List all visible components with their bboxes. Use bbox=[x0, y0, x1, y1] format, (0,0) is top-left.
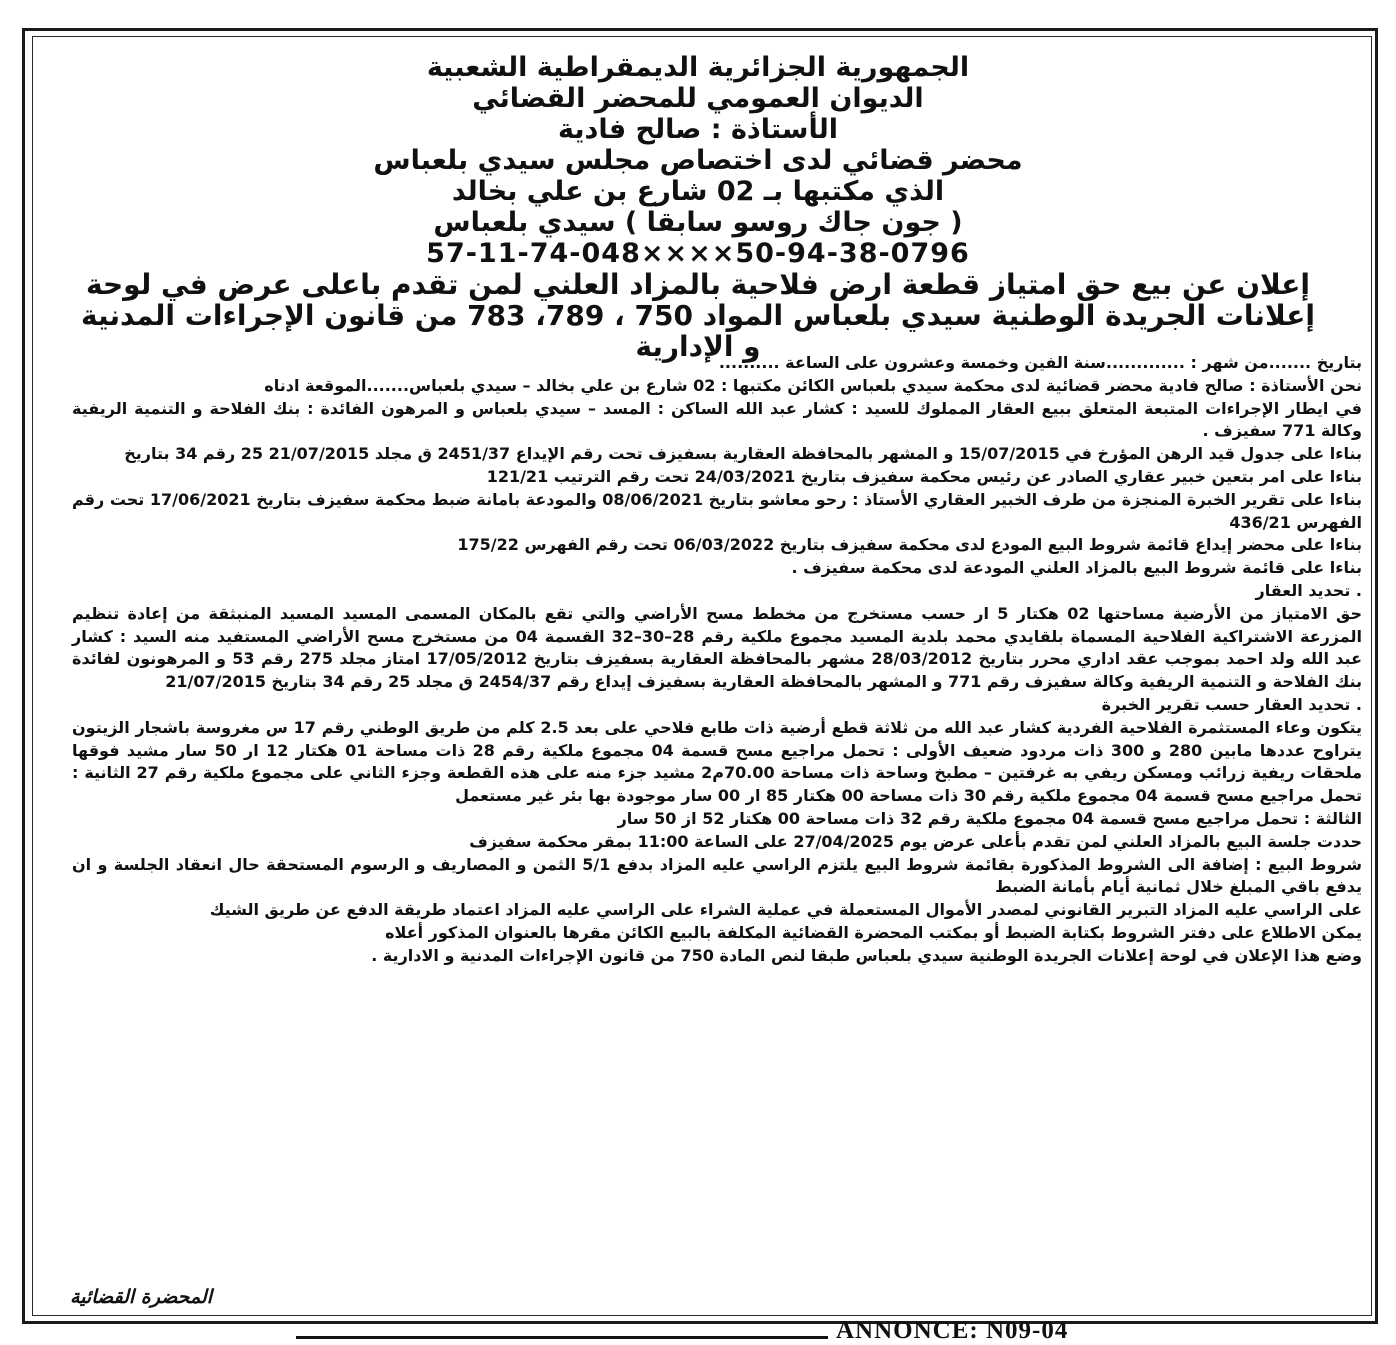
signature: المحضرة القضائية bbox=[70, 1286, 212, 1308]
annonce-number: ANNONCE: N09-04 bbox=[836, 1317, 1069, 1344]
paragraph-mortgage: بناءا على جدول قيد الرهن المؤرخ في 15/07/2015 و المشهر بالمحافظة العقارية بسفيزف تحت رقم الإيداع 2451/37 ق مجلد 21/07/2015 25 رقم 34 بتاريخ bbox=[124, 444, 1362, 464]
header-jurisdiction: محضر قضائي لدى اختصاص مجلس سيدي بلعباس bbox=[373, 145, 1023, 176]
header-phone: 57-11-74-048××××50-94-38-0796 bbox=[426, 238, 970, 269]
letterhead bbox=[60, 52, 1336, 362]
paragraph-third-plot: الثالثة : تحمل مراجيع مسح قسمة 04 مجموع ملكية رقم 32 ذات مساحة 00 هكتار 52 از 50 سار bbox=[617, 808, 1362, 828]
paragraph-session: حددت جلسة البيع بالمزاد العلني لمن تقدم بأعلى عرض يوم 27/04/2025 على الساعة 11:00 بمقر محكمة سفيزف bbox=[469, 831, 1362, 851]
header-office: الديوان العمومي للمحضر القضائي bbox=[472, 83, 924, 114]
paragraph-sale-terms: شروط البيع : إضافة الى الشروط المذكورة بقائمة شروط البيع يلتزم الراسي عليه المزاد بدفع 5/1 الثمن و المصاريف و الرسوم المستحقة حال انعقاد الجلسة و ان يدفع باقي المبلغ خلال ثمانية أيام بأمانة الضبط bbox=[72, 854, 1362, 897]
paragraph-consultation: يمكن الاطلاع على دفتر الشروط بكتابة الضبط أو بمكتب المحضرة القضائية المكلفة بالبيع الكائن مقرها بالعنوان المذكور أعلاه bbox=[385, 922, 1362, 942]
paragraph-posting: وضع هذا الإعلان في لوحة إعلانات الجريدة الوطنية سيدي بلعباس طبقا لنص المادة 750 من قانون الإجراءات المدنية و الادارية . bbox=[371, 945, 1362, 965]
announcement-title: إعلان عن بيع حق امتياز قطعة ارض فلاحية بالمزاد العلني لمن تقدم باعلى عرض في لوحة إعلانات الجريدة الوطنية سيدي بلعباس المواد 750 ، 789، 783 من قانون الإجراءات المدنية و الإدارية bbox=[81, 268, 1315, 363]
paragraph-bailiff: نحن الأستاذة : صالح فادية محضر قضائية لدى محكمة سيدي بلعباس الكائن مكتبها : 02 شارع بن علي بخالد – سيدي بلعباس.......الموقعة ادناه bbox=[264, 375, 1362, 395]
paragraph-date: بتاريخ .......من شهر : .............سنة الفين وخمسة وعشرون على الساعة .......... bbox=[718, 353, 1362, 372]
paragraph-deposit-minutes: بناءا على محضر إيداع قائمة شروط البيع المودع لدى محكمة سفيزف بتاريخ 06/03/2022 تحت رقم الفهرس 175/22 bbox=[457, 535, 1362, 555]
paragraph-sale-conditions-list: بناءا على قائمة شروط البيع بالمزاد العلني المودعة لدى محكمة سفيزف . bbox=[791, 558, 1362, 578]
header-address: الذي مكتبها بـ 02 شارع بن علي بخالد bbox=[451, 176, 945, 207]
annonce-rule bbox=[296, 1336, 828, 1339]
paragraph-payment: على الراسي عليه المزاد التبرير القانوني لمصدر الأموال المستعملة في عملية الشراء على الراسي عليه المزاد اعتماد طريقة الدفع عن طريق الشيك bbox=[209, 900, 1362, 920]
paragraph-property-description: حق الامتياز من الأرضية مساحتها 02 هكتار 5 ار حسب مستخرج من مخطط مسح الأراضي والتي تقع بالمكان المسمى المسيد المسيد المنبثقة من إعادة تنظيم المزرعة الاشتراكية الفلاحية المسماة بلقايدي محمد بلدية المسيد مجموع ملكية رقم 28–30–32 القسمة 04 من مستخرج مسح الأراضي المستفيد منه السيد : كشار عبد الله ولد احمد بموجب عقد اداري محرر بتاريخ 28/03/2012 مشهر بالمحافظة العقارية بسفيزف بتاريخ 17/05/2012 امتاز مجلد 275 رقم 53 و المرهونون لفائدة بنك الفلاحة و التنمية الريفية وكالة سفيزف رقم 771 و المشهر بالمحافظة العقارية بسفيزف إيداع رقم 2454/37 ق مجلد 25 رقم 34 بتاريخ 21/07/2015 bbox=[72, 603, 1363, 692]
section-heading-property: . تحديد العقار bbox=[1255, 580, 1362, 600]
section-heading-expert-property: . تحديد العقار حسب تقرير الخبرة bbox=[1101, 694, 1362, 714]
paragraph-expert-report: بناءا على تقرير الخبرة المنجزة من طرف الخبير العقاري الأستاذ : رحو معاشو بتاريخ 08/06/2021 والمودعة بامانة ضبط محكمة سفيزف بتاريخ 17/06/2021 تحت رقم الفهرس 436/21 bbox=[72, 489, 1362, 532]
header-republic: الجمهورية الجزائرية الديمقراطية الشعبية bbox=[426, 52, 970, 83]
paragraph-plots: يتكون وعاء المستثمرة الفلاحية الفردية كشار عبد الله من ثلاثة قطع أرضية ذات طابع فلاحي على بعد 2.5 كلم من طريق الوطني رقم 17 س مغروسة باشجار الزيتون يتراوح عددها مابين 280 و 300 ذات مردود ضعيف الأولى : تحمل مراجيع مسح قسمة 04 مجموع ملكية رقم 28 ذات مساحة 01 هكتار 12 ار 50 سار مشيد فوقها ملحقات ريفية زرائب ومسكن ريفي به غرفتين – مطبخ وساحة ذات مساحة 70.00م2 مشيد جزء منه على هذه القطعة وجزء الثاني على مجموع ملكية رقم 27 الثانية : تحمل مراجيع مسح قسمة 04 مجموع ملكية رقم 30 ذات مساحة 00 هكتار 85 ار 00 سار موجودة بها بئر غير مستعمل bbox=[72, 717, 1363, 806]
announcement-body bbox=[72, 352, 1362, 968]
paragraph-expert-order: بناءا على امر بتعين خبير عقاري الصادر عن رئيس محكمة سفيزف بتاريخ 24/03/2021 تحت رقم الترتيب 121/21 bbox=[486, 466, 1362, 486]
header-bailiff-name: الأستاذة : صالح فادية bbox=[557, 114, 839, 145]
header-address-former: ( جون جاك روسو سابقا ) سيدي بلعباس bbox=[433, 207, 963, 238]
paragraph-procedure: في ايطار الإجراءات المتبعة المتعلق ببيع العقار المملوك للسيد : كشار عبد الله الساكن : المسد – سيدي بلعباس و المرهون الفائدة : بنك الفلاحة و التنمية الريفية وكالة 771 سفيزف . bbox=[72, 398, 1362, 441]
